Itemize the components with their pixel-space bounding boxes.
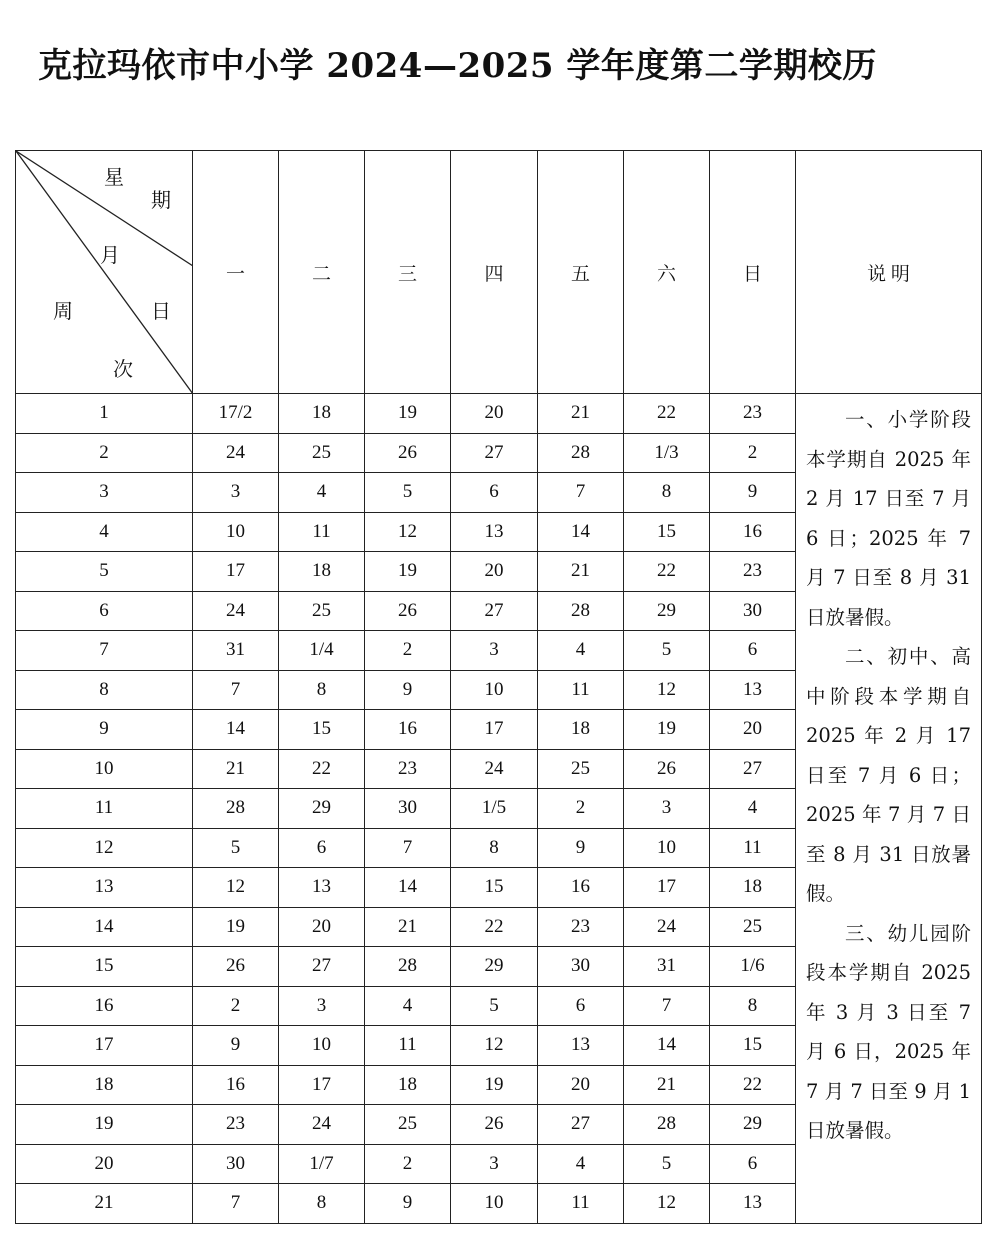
day-cell: 23: [538, 907, 624, 947]
day-cell: 7: [538, 473, 624, 513]
day-cell: 19: [365, 552, 451, 592]
corner-weekday-char-1: 星: [104, 165, 124, 189]
day-cell: 3: [193, 473, 279, 513]
day-cell: 25: [710, 907, 796, 947]
day-cell: 6: [451, 473, 538, 513]
day-cell: 28: [193, 789, 279, 829]
day-cell: 8: [624, 473, 710, 513]
week-number: 2: [16, 433, 193, 473]
day-cell: 11: [365, 1026, 451, 1066]
day-cell: 3: [624, 789, 710, 829]
day-cell: 27: [538, 1105, 624, 1145]
day-cell: 29: [451, 947, 538, 987]
week-number: 16: [16, 986, 193, 1026]
day-cell: 23: [710, 552, 796, 592]
weekday-fri: 五: [538, 151, 624, 394]
day-cell: 27: [451, 591, 538, 631]
day-cell: 17: [193, 552, 279, 592]
day-cell: 13: [710, 1184, 796, 1224]
day-cell: 16: [710, 512, 796, 552]
day-cell: 2: [538, 789, 624, 829]
day-cell: 14: [365, 868, 451, 908]
weekday-wed: 三: [365, 151, 451, 394]
day-cell: 20: [538, 1065, 624, 1105]
day-cell: 14: [193, 710, 279, 750]
day-cell: 13: [279, 868, 365, 908]
day-cell: 23: [710, 394, 796, 434]
day-cell: 4: [538, 1144, 624, 1184]
day-cell: 5: [624, 631, 710, 671]
notes-header: 说 明: [796, 151, 982, 394]
day-cell: 10: [451, 670, 538, 710]
week-number: 4: [16, 512, 193, 552]
day-cell: 12: [451, 1026, 538, 1066]
day-cell: 23: [193, 1105, 279, 1145]
day-cell: 4: [538, 631, 624, 671]
day-cell: 25: [279, 591, 365, 631]
week-number: 11: [16, 789, 193, 829]
weekday-thu: 四: [451, 151, 538, 394]
day-cell: 30: [538, 947, 624, 987]
corner-week-char-2: 次: [113, 357, 133, 381]
day-cell: 10: [193, 512, 279, 552]
day-cell: 25: [365, 1105, 451, 1145]
day-cell: 20: [279, 907, 365, 947]
day-cell: 15: [710, 1026, 796, 1066]
day-cell: 12: [365, 512, 451, 552]
day-cell: 13: [451, 512, 538, 552]
day-cell: 2: [193, 986, 279, 1026]
day-cell: 21: [624, 1065, 710, 1105]
week-number: 10: [16, 749, 193, 789]
day-cell: 13: [710, 670, 796, 710]
day-cell: 20: [451, 394, 538, 434]
day-cell: 13: [538, 1026, 624, 1066]
day-cell: 23: [365, 749, 451, 789]
day-cell: 1/3: [624, 433, 710, 473]
day-cell: 3: [451, 1144, 538, 1184]
day-cell: 7: [365, 828, 451, 868]
day-cell: 22: [710, 1065, 796, 1105]
day-cell: 15: [624, 512, 710, 552]
day-cell: 28: [538, 433, 624, 473]
day-cell: 26: [451, 1105, 538, 1145]
weekday-sun: 日: [710, 151, 796, 394]
day-cell: 10: [279, 1026, 365, 1066]
day-cell: 31: [193, 631, 279, 671]
day-cell: 6: [279, 828, 365, 868]
day-cell: 9: [193, 1026, 279, 1066]
day-cell: 6: [538, 986, 624, 1026]
day-cell: 27: [710, 749, 796, 789]
day-cell: 2: [365, 631, 451, 671]
corner-month-label: 月: [100, 243, 120, 267]
day-cell: 18: [279, 552, 365, 592]
day-cell: 21: [538, 394, 624, 434]
day-cell: 18: [538, 710, 624, 750]
day-cell: 19: [624, 710, 710, 750]
day-cell: 31: [624, 947, 710, 987]
day-cell: 20: [710, 710, 796, 750]
day-cell: 22: [624, 552, 710, 592]
week-number: 18: [16, 1065, 193, 1105]
week-number: 3: [16, 473, 193, 513]
week-number: 1: [16, 394, 193, 434]
day-cell: 16: [365, 710, 451, 750]
page-title: 克拉玛依市中小学 2024—2025 学年度第二学期校历: [38, 46, 877, 86]
week-number: 20: [16, 1144, 193, 1184]
corner-day-label: 日: [151, 299, 171, 323]
note-paragraph: 二、初中、高中阶段本学期自 2025 年 2 月 17 日至 7 月 6 日；2025 年 7 月 7 日至 8 月 31 日放暑假。: [806, 645, 971, 905]
week-number: 9: [16, 710, 193, 750]
day-cell: 1/6: [710, 947, 796, 987]
day-cell: 26: [624, 749, 710, 789]
day-cell: 21: [365, 907, 451, 947]
week-number: 17: [16, 1026, 193, 1066]
day-cell: 9: [365, 670, 451, 710]
day-cell: 12: [193, 868, 279, 908]
day-cell: 1/4: [279, 631, 365, 671]
day-cell: 25: [279, 433, 365, 473]
day-cell: 3: [279, 986, 365, 1026]
school-calendar-table: [15, 150, 982, 1224]
day-cell: 30: [710, 591, 796, 631]
day-cell: 5: [451, 986, 538, 1026]
corner-cell: [16, 151, 193, 394]
day-cell: 1/7: [279, 1144, 365, 1184]
day-cell: 29: [624, 591, 710, 631]
day-cell: 11: [538, 670, 624, 710]
day-cell: 30: [193, 1144, 279, 1184]
day-cell: 7: [624, 986, 710, 1026]
day-cell: 3: [451, 631, 538, 671]
day-cell: 24: [193, 433, 279, 473]
day-cell: 19: [451, 1065, 538, 1105]
day-cell: 10: [624, 828, 710, 868]
day-cell: 19: [193, 907, 279, 947]
day-cell: 8: [710, 986, 796, 1026]
week-number: 14: [16, 907, 193, 947]
day-cell: 8: [279, 670, 365, 710]
day-cell: 8: [451, 828, 538, 868]
week-number: 21: [16, 1184, 193, 1224]
day-cell: 16: [538, 868, 624, 908]
corner-week-char-1: 周: [53, 299, 73, 323]
day-cell: 15: [451, 868, 538, 908]
day-cell: 7: [193, 670, 279, 710]
day-cell: 9: [538, 828, 624, 868]
weekday-tue: 二: [279, 151, 365, 394]
day-cell: 19: [365, 394, 451, 434]
day-cell: 11: [279, 512, 365, 552]
day-cell: 18: [710, 868, 796, 908]
day-cell: 29: [279, 789, 365, 829]
table-row: [16, 394, 982, 434]
day-cell: 28: [538, 591, 624, 631]
day-cell: 11: [710, 828, 796, 868]
day-cell: 6: [710, 631, 796, 671]
day-cell: 30: [365, 789, 451, 829]
day-cell: 7: [193, 1184, 279, 1224]
day-cell: 4: [279, 473, 365, 513]
day-cell: 26: [365, 433, 451, 473]
week-number: 6: [16, 591, 193, 631]
day-cell: 12: [624, 670, 710, 710]
week-number: 5: [16, 552, 193, 592]
header-row: [16, 151, 982, 394]
day-cell: 5: [193, 828, 279, 868]
day-cell: 5: [624, 1144, 710, 1184]
day-cell: 9: [365, 1184, 451, 1224]
day-cell: 24: [451, 749, 538, 789]
day-cell: 17: [451, 710, 538, 750]
day-cell: 29: [710, 1105, 796, 1145]
day-cell: 17/2: [193, 394, 279, 434]
day-cell: 16: [193, 1065, 279, 1105]
day-cell: 5: [365, 473, 451, 513]
week-number: 15: [16, 947, 193, 987]
day-cell: 28: [624, 1105, 710, 1145]
week-number: 12: [16, 828, 193, 868]
day-cell: 27: [451, 433, 538, 473]
day-cell: 14: [538, 512, 624, 552]
day-cell: 26: [365, 591, 451, 631]
weekday-sat: 六: [624, 151, 710, 394]
day-cell: 24: [193, 591, 279, 631]
day-cell: 17: [279, 1065, 365, 1105]
day-cell: 2: [710, 433, 796, 473]
day-cell: 8: [279, 1184, 365, 1224]
day-cell: 10: [451, 1184, 538, 1224]
weekday-mon: 一: [193, 151, 279, 394]
day-cell: 6: [710, 1144, 796, 1184]
day-cell: 25: [538, 749, 624, 789]
week-number: 7: [16, 631, 193, 671]
note-paragraph: 三、幼儿园阶段本学期自 2025 年 3 月 3 日至 7 月 6 日，2025 年 7 月 7 日至 9 月 1 日放暑假。: [806, 921, 971, 1142]
day-cell: 17: [624, 868, 710, 908]
day-cell: 21: [538, 552, 624, 592]
day-cell: 24: [624, 907, 710, 947]
day-cell: 4: [710, 789, 796, 829]
day-cell: 21: [193, 749, 279, 789]
day-cell: 4: [365, 986, 451, 1026]
day-cell: 24: [279, 1105, 365, 1145]
note-paragraph: 一、小学阶段本学期自 2025 年 2 月 17 日至 7 月 6 日；2025 年 7 月 7 日至 8 月 31 日放暑假。: [806, 408, 971, 629]
day-cell: 18: [365, 1065, 451, 1105]
day-cell: 22: [451, 907, 538, 947]
day-cell: 12: [624, 1184, 710, 1224]
day-cell: 28: [365, 947, 451, 987]
day-cell: 27: [279, 947, 365, 987]
day-cell: 1/5: [451, 789, 538, 829]
week-number: 19: [16, 1105, 193, 1145]
day-cell: 20: [451, 552, 538, 592]
day-cell: 9: [710, 473, 796, 513]
day-cell: 15: [279, 710, 365, 750]
day-cell: 2: [365, 1144, 451, 1184]
week-number: 13: [16, 868, 193, 908]
day-cell: 22: [624, 394, 710, 434]
notes-cell: [796, 394, 982, 1224]
week-number: 8: [16, 670, 193, 710]
day-cell: 14: [624, 1026, 710, 1066]
day-cell: 22: [279, 749, 365, 789]
corner-weekday-char-2: 期: [151, 188, 171, 212]
day-cell: 11: [538, 1184, 624, 1224]
day-cell: 18: [279, 394, 365, 434]
day-cell: 26: [193, 947, 279, 987]
